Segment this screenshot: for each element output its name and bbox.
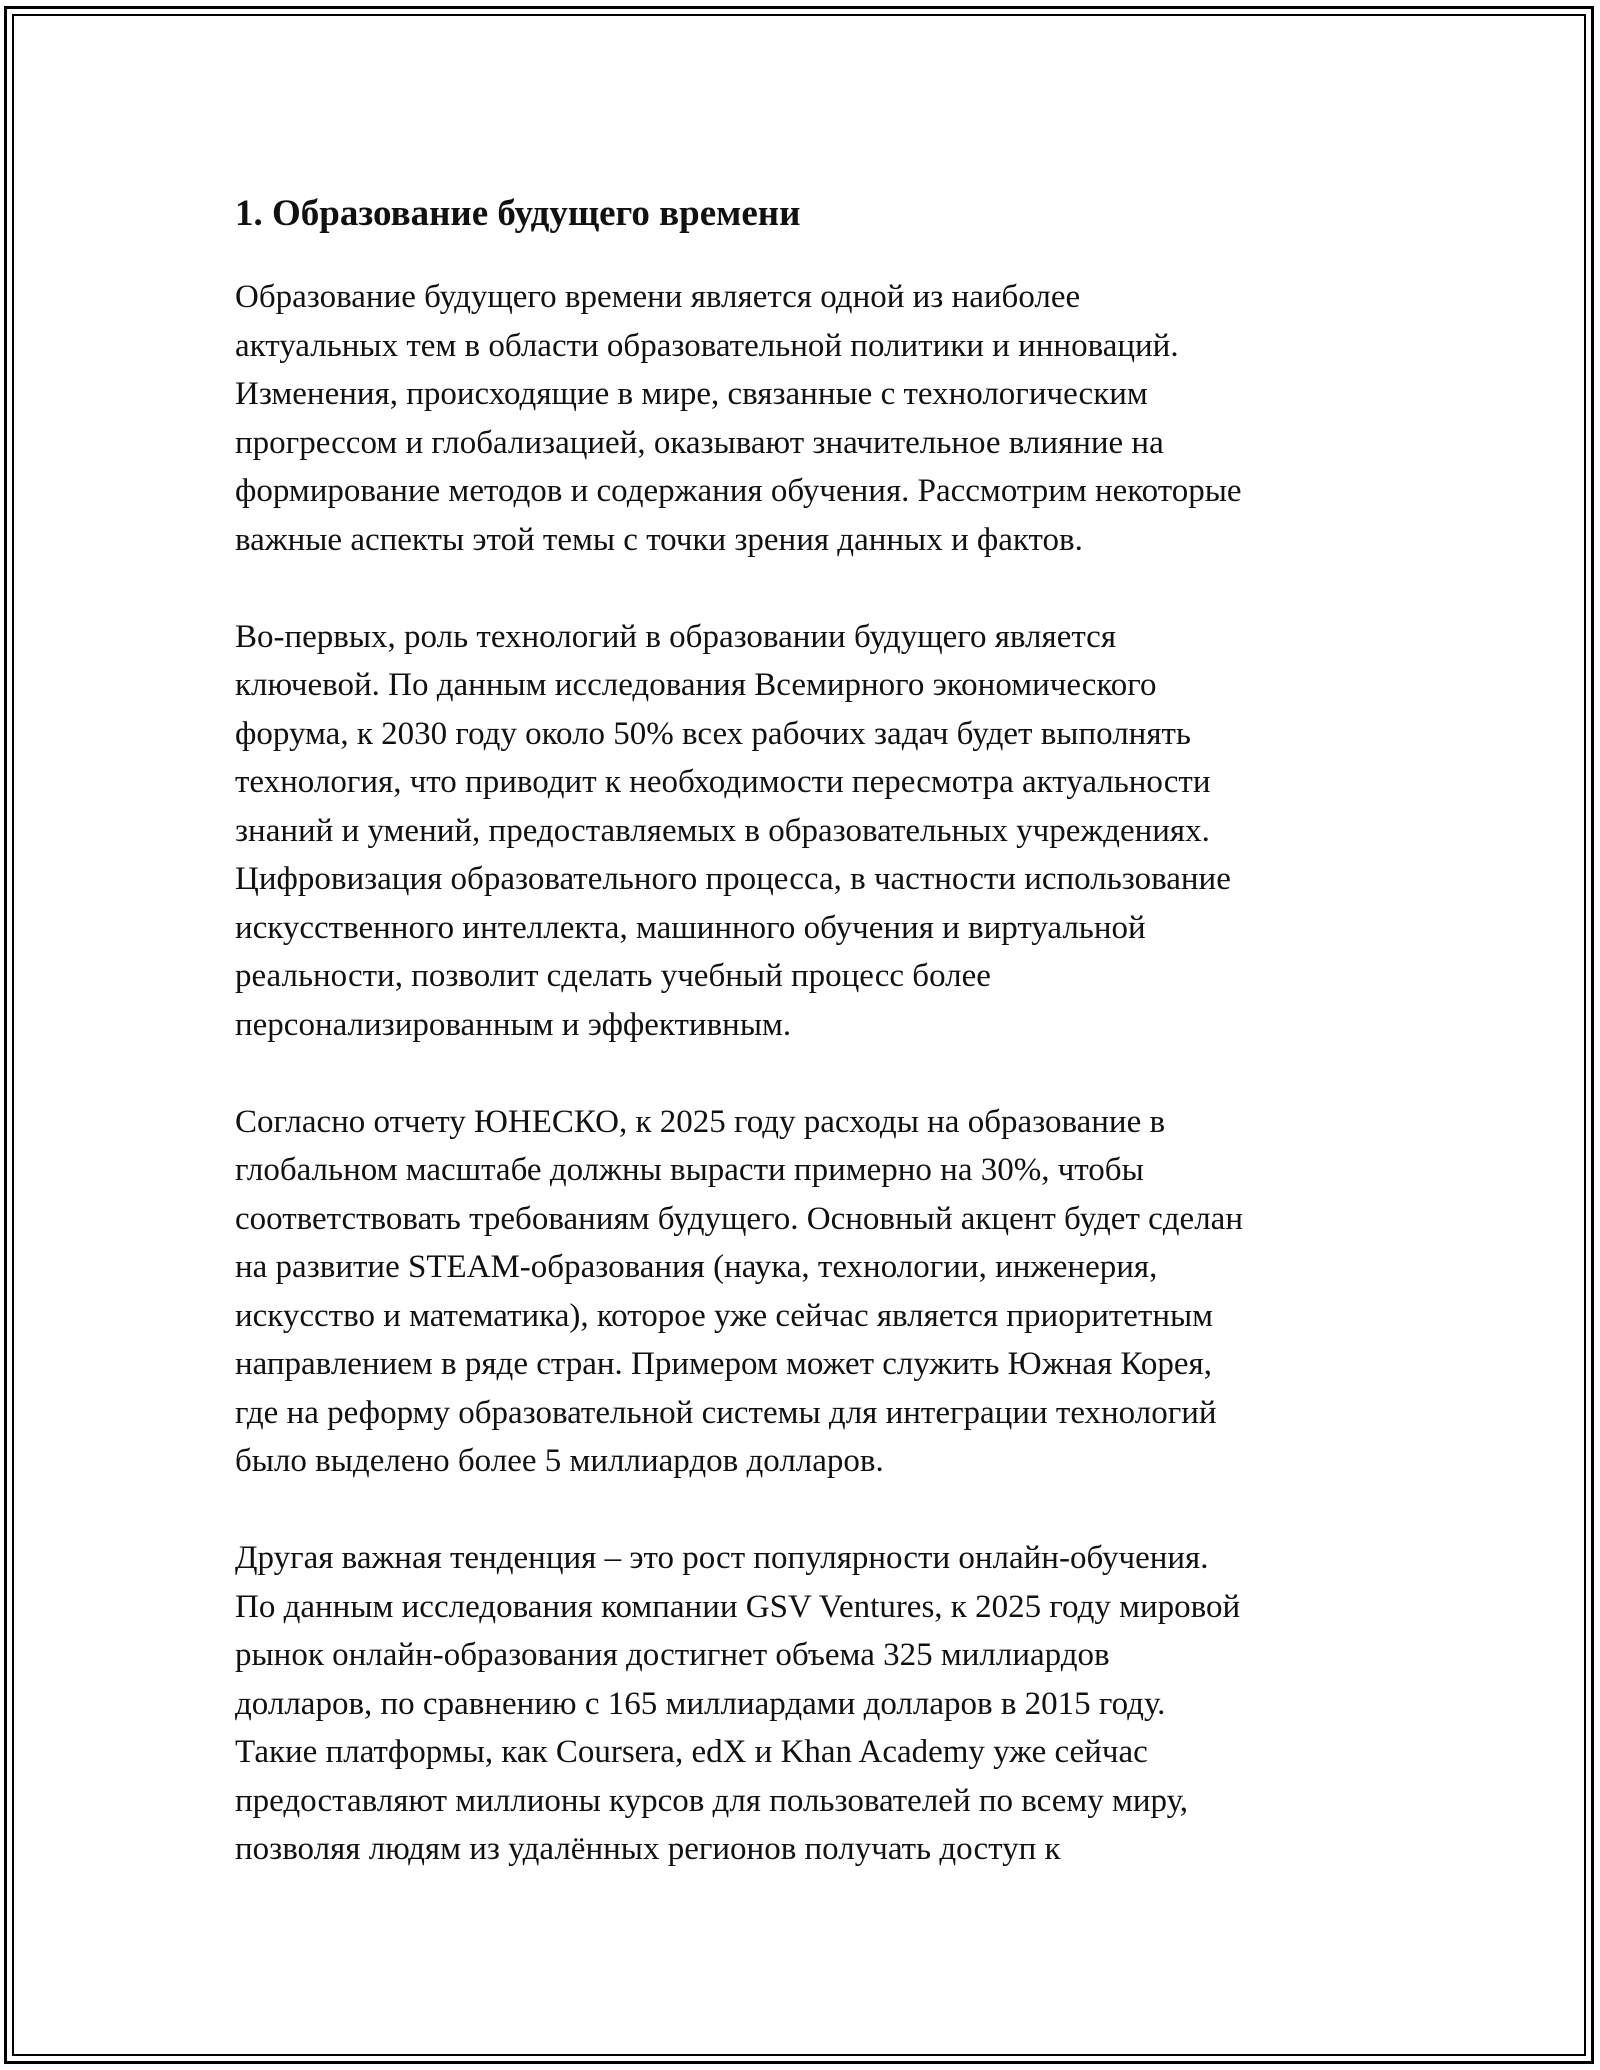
text-line: Образование будущего времени является одной из наиболее: [235, 279, 1081, 315]
document-body: [235, 185, 1375, 1922]
text-line: где на реформу образовательной системы для интеграции технологий: [235, 1394, 1217, 1431]
text-line: было выделено более 5 миллиардов долларов.: [235, 1443, 884, 1479]
text-line: рынок онлайн-образования достигнет объема 325 миллиардов: [235, 1637, 1110, 1673]
text-line: важные аспекты этой темы с точки зрения данных и фактов.: [235, 521, 1083, 558]
text-line: Цифровизация образовательного процесса, в частности использование: [235, 861, 1231, 897]
text-line: прогрессом и глобализацией, оказывают значительное влияние на: [235, 424, 1164, 461]
text-line: По данным исследования компании GSV Ventures, к 2025 году мировой: [235, 1588, 1241, 1625]
text-line: глобальном масштабе должны вырасти примерно на 30%, чтобы: [235, 1152, 1144, 1188]
paragraph-unesco: [235, 1098, 1375, 1486]
text-line: персонализированным и эффективным.: [235, 1006, 792, 1043]
paragraph-intro: [235, 273, 1375, 564]
text-line: знаний и умений, предоставляемых в образовательных учреждениях.: [235, 812, 1210, 849]
text-line: технология, что приводит к необходимости пересмотра актуальности: [235, 764, 1211, 800]
text-line: Согласно отчету ЮНЕСКО, к 2025 году расходы на образование в: [235, 1103, 1166, 1140]
text-line: предоставляют миллионы курсов для пользователей по всему миру,: [235, 1782, 1189, 1819]
text-line: актуальных тем в области образовательной политики и инноваций.: [235, 327, 1179, 364]
text-line: искусственного интеллекта, машинного обучения и виртуальной: [235, 909, 1146, 946]
text-line: позволяя людям из удалённых регионов получать доступ к: [235, 1831, 1061, 1867]
text-line: формирование методов и содержания обучения. Рассмотрим некоторые: [235, 473, 1242, 509]
text-line: на развитие STEAM-образования (наука, технологии, инженерия,: [235, 1249, 1158, 1285]
text-line: направлением в ряде стран. Примером может служить Южная Корея,: [235, 1346, 1212, 1382]
text-line: Изменения, происходящие в мире, связанные с технологическим: [235, 376, 1148, 412]
paragraph-technology: [235, 613, 1375, 1050]
text-line: Другая важная тенденция – это рост популярности онлайн-обучения.: [235, 1540, 1209, 1576]
text-line: Такие платформы, как Coursera, edX и Khan Academy уже сейчас: [235, 1734, 1148, 1770]
text-line: форума, к 2030 году около 50% всех рабочих задач будет выполнять: [235, 715, 1191, 752]
text-line: долларов, по сравнению с 165 миллиардами долларов в 2015 году.: [235, 1685, 1166, 1722]
paragraph-online-learning: [235, 1534, 1375, 1874]
text-line: реальности, позволит сделать учебный процесс более: [235, 958, 991, 994]
section-heading: 1. Образование будущего времени: [235, 193, 801, 234]
text-line: искусство и математика), которое уже сейчас является приоритетным: [235, 1297, 1214, 1334]
text-line: соответствовать требованиям будущего. Основный акцент будет сделан: [235, 1200, 1243, 1237]
text-line: ключевой. По данным исследования Всемирного экономического: [235, 667, 1157, 703]
text-line: Во-первых, роль технологий в образовании будущего является: [235, 618, 1116, 655]
